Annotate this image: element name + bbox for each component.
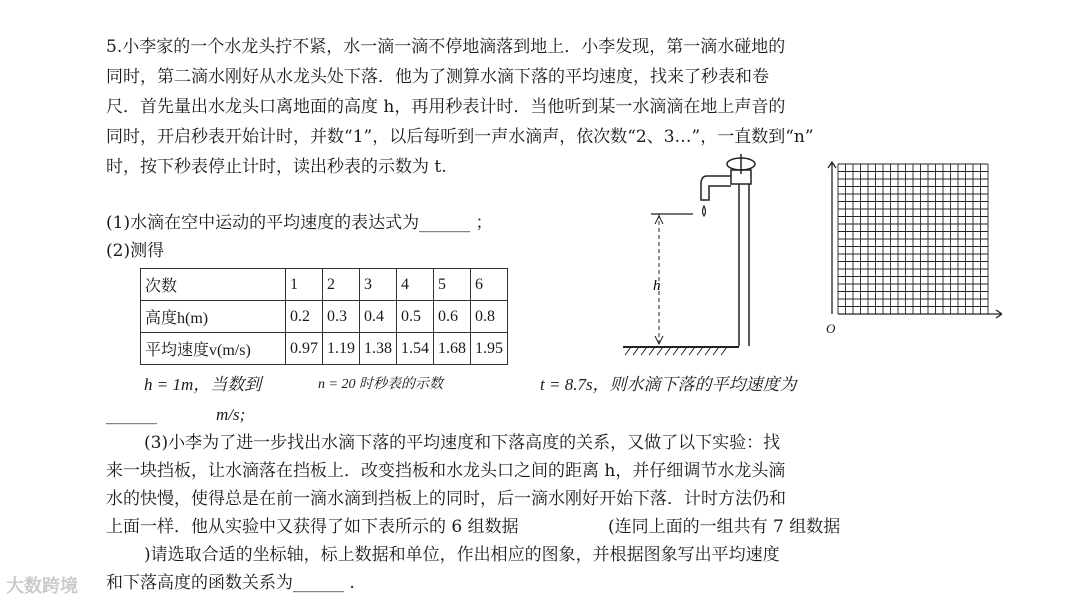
q3-line-3: 水的快慢，使得总是在前一滴水滴到挡板上的同时，后一滴水刚好开始下落．计时方法仍和 (106, 489, 786, 509)
problem-line-1: 5.小李家的一个水龙头拧不紧，水一滴一滴不停地滴落到地上．小李发现，第一滴水碰地的 (106, 37, 786, 57)
watermark: 大数跨境 (6, 576, 78, 597)
data-table (140, 268, 508, 365)
table-cell: 1.68 (434, 333, 471, 365)
q2-text-b: n = 20 时秒表的示数 (318, 377, 443, 392)
problem-line-3: 尺．首先量出水龙头口离地面的高度 h，再用秒表计时．当他听到某一水滴滴在地上声音的 (106, 97, 786, 117)
table-cell: 1.38 (360, 333, 397, 365)
q3-line-2: 来一块挡板，让水滴落在挡板上．改变挡板和水龙头口之间的距离 h，并仔细调节水龙头滴 (106, 461, 786, 481)
q3-line-6: 和下落高度的函数关系为______ . (106, 573, 355, 593)
table-cell: 0.97 (286, 333, 323, 365)
table-cell: 6 (471, 269, 508, 301)
table-cell: 3 (360, 269, 397, 301)
table-cell: 0.8 (471, 301, 508, 333)
table-cell: 1.54 (397, 333, 434, 365)
table-cell: 0.4 (360, 301, 397, 333)
table-cell: 1.19 (323, 333, 360, 365)
row-header-height: 高度h(m) (141, 301, 286, 333)
grid-paper (822, 160, 1002, 340)
problem-line-2: 同时，第二滴水刚好从水龙头处下落．他为了测算水滴下落的平均速度，找来了秒表和卷 (106, 67, 769, 87)
row-header-speed: 平均速度v(m/s) (141, 333, 286, 365)
table-cell: 0.6 (434, 301, 471, 333)
row-header-count: 次数 (141, 269, 286, 301)
problem-line-4: 同时，开启秒表开始计时，并数“1”，以后每听到一声水滴声，依次数“2、3…”，一直数到“n” (106, 127, 814, 147)
q3-line-4-suffix: (连同上面的一组共有 7 组数据 (608, 517, 841, 537)
height-label: h (653, 278, 661, 294)
q2-unit: m/s; (216, 405, 246, 424)
faucet-diagram (615, 150, 775, 365)
table-cell: 1.95 (471, 333, 508, 365)
x-axis (838, 310, 1002, 318)
q3-line-1: (3)小李为了进一步找出水滴下落的平均速度和下落高度的关系，又做了以下实验：找 (144, 433, 781, 453)
table-cell: 4 (397, 269, 434, 301)
y-axis (828, 162, 836, 314)
table-cell: 1 (286, 269, 323, 301)
q3-line-4: 上面一样．他从实验中又获得了如下表所示的 6 组数据 (106, 517, 519, 537)
table-row (141, 333, 508, 365)
problem-line-5: 时，按下秒表停止计时，读出秒表的示数为 t. (106, 157, 447, 177)
table-cell: 0.2 (286, 301, 323, 333)
table-cell: 0.5 (397, 301, 434, 333)
table-row (141, 301, 508, 333)
table-cell: 0.3 (323, 301, 360, 333)
table-cell: 5 (434, 269, 471, 301)
table-cell: 2 (323, 269, 360, 301)
question-1: (1)水滴在空中运动的平均速度的表达式为______ ； (106, 213, 493, 233)
origin-label: O (826, 321, 836, 336)
q2-answer-blank: ______ (106, 405, 157, 425)
q2-text-a: h = 1m，当数到 (144, 375, 262, 394)
table-row (141, 269, 508, 301)
question-2-label: (2)测得 (106, 241, 165, 261)
q3-line-5: )请选取合适的坐标轴，标上数据和单位，作出相应的图象，并根据图象写出平均速度 (144, 545, 780, 565)
q2-text-c: t = 8.7s，则水滴下落的平均速度为 (540, 375, 797, 394)
